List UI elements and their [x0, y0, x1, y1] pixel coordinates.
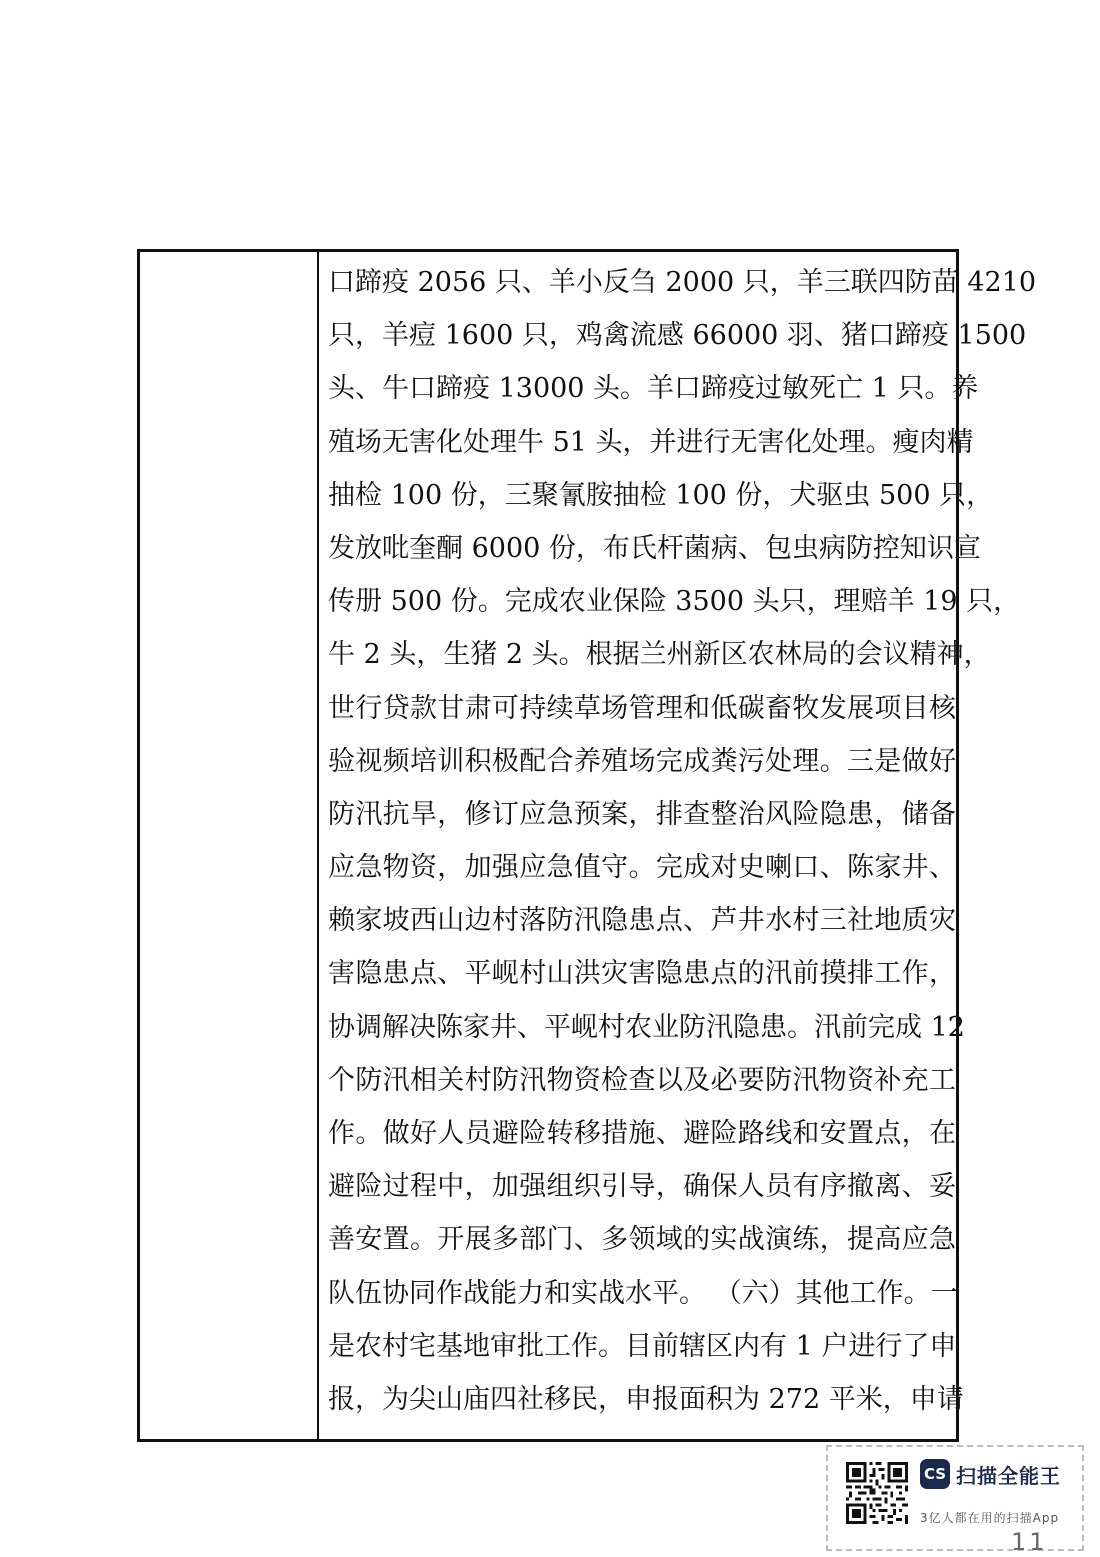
content-cell: [328, 256, 1037, 1426]
form-table: [137, 249, 1037, 1442]
text-line: 口蹄疫 2056 只、羊小反刍 2000 只，羊三联四防苗 4210: [328, 267, 1037, 298]
column-divider: [317, 252, 319, 1439]
text-line: 殖场无害化处理牛 51 头，并进行无害化处理。瘦肉精: [328, 426, 974, 458]
text-line: 队伍协同作战能力和实战水平。 （六）其他工作。一: [328, 1277, 958, 1309]
text-line: 害隐患点、平岘村山洪灾害隐患点的汛前摸排工作，: [328, 958, 956, 990]
text-line: 报，为尖山庙四社移民，申报面积为 272 平米，申请: [328, 1383, 964, 1415]
text-line: 协调解决陈家井、平岘村农业防汛隐患。汛前完成 12: [328, 1011, 965, 1043]
brand: [920, 1459, 1061, 1489]
text-line: 应急物资，加强应急值守。完成对史喇口、陈家井、: [328, 852, 956, 884]
text-line: 作。做好人员避险转移措施、避险路线和安置点，在: [328, 1118, 956, 1149]
text-line: 避险过程中，加强组织引导，确保人员有序撤离、妥: [328, 1171, 956, 1203]
text-line: 发放吡奎酮 6000 份，布氏杆菌病、包虫病防控知识宣: [328, 532, 981, 564]
text-line: 传册 500 份。完成农业保险 3500 头只，理赔羊 19 只，: [328, 586, 1021, 618]
text-line: 牛 2 头，生猪 2 头。根据兰州新区农林局的会议精神，: [328, 639, 991, 671]
brand-tagline: 3亿人都在用的扫描App: [920, 1511, 1060, 1525]
page-number: 11: [1011, 1528, 1048, 1556]
text-line: 抽检 100 份，三聚氰胺抽检 100 份，犬驱虫 500 只，: [328, 479, 994, 511]
qr-code-icon: [846, 1462, 908, 1524]
cs-logo-icon: CS: [920, 1459, 950, 1489]
text-line: 头、牛口蹄疫 13000 头。羊口蹄疫过敏死亡 1 只。养: [328, 373, 979, 405]
text-line: 世行贷款甘肃可持续草场管理和低碳畜牧发展项目核: [328, 692, 956, 724]
text-line: 个防汛相关村防汛物资检查以及必要防汛物资补充工: [328, 1064, 956, 1096]
text-line: 是农村宅基地审批工作。目前辖区内有 1 户进行了申: [328, 1330, 957, 1362]
text-line: 防汛抗旱，修订应急预案，排查整治风险隐患，储备: [328, 798, 956, 830]
text-line: 只，羊痘 1600 只，鸡禽流感 66000 羽、猪口蹄疫 1500: [328, 320, 1027, 352]
text-line: 赖家坡西山边村落防汛隐患点、芦井水村三社地质灾: [328, 905, 956, 937]
text-line: 善安置。开展多部门、多领域的实战演练，提高应急: [328, 1224, 956, 1256]
brand-name: 扫描全能王: [956, 1463, 1061, 1488]
text-line: 验视频培训积极配合养殖场完成粪污处理。三是做好: [328, 745, 956, 777]
